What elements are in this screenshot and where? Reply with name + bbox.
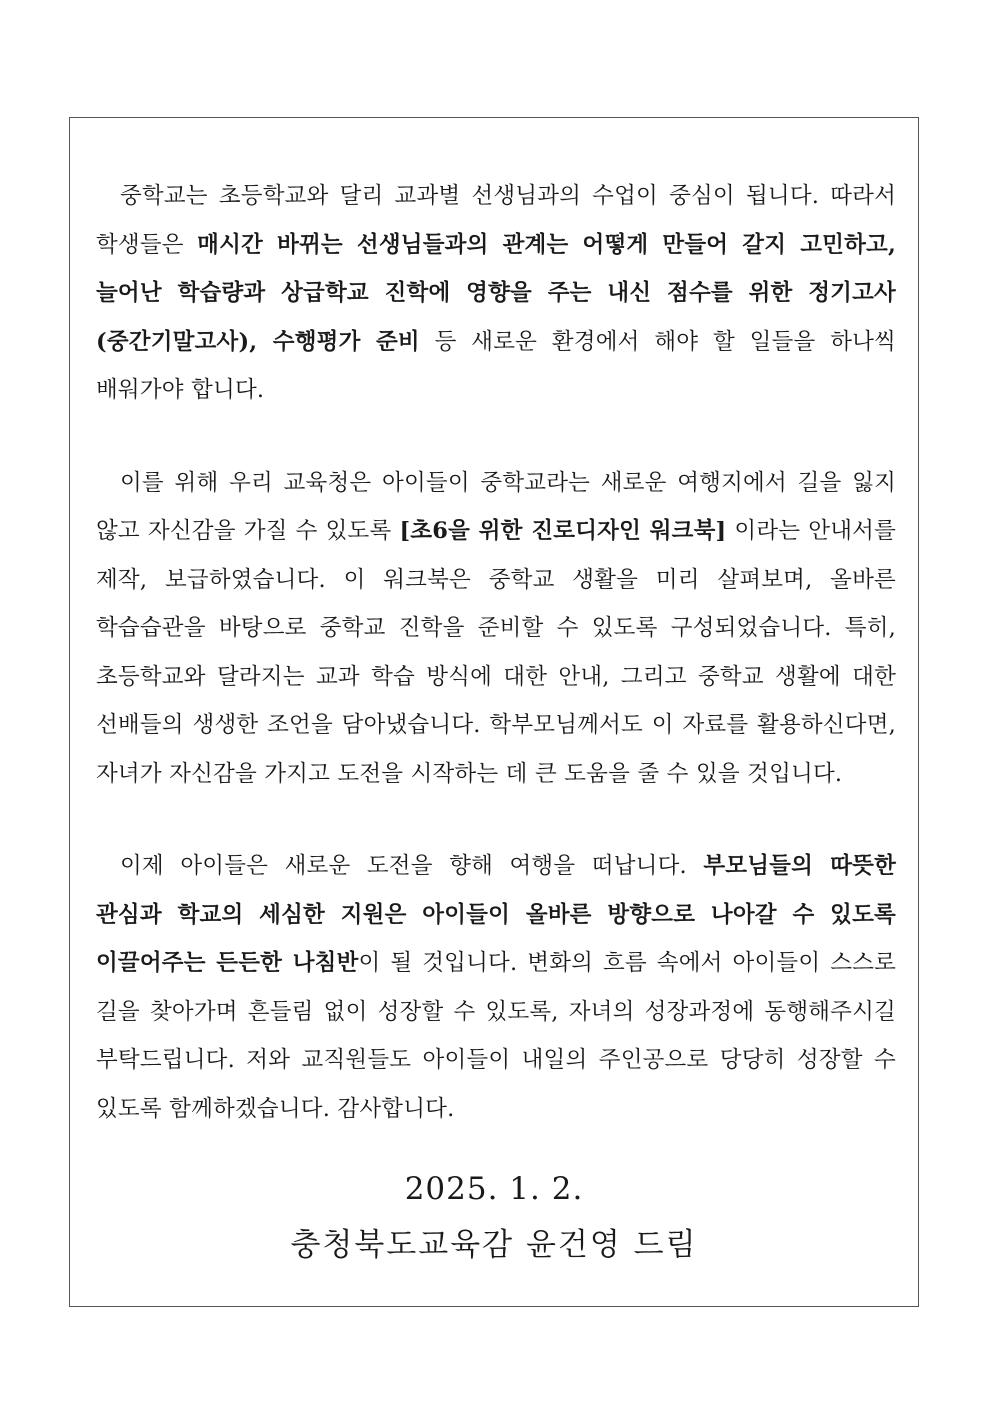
paragraph-closing — [96, 842, 896, 1133]
paragraph-3-emphasis: 부모님들의 따뜻한 관심과 학교의 세심한 지원은 아이들이 올바른 방향으로 나아갈 수 있도록 이끌어주는 든든한 나침반 — [96, 853, 897, 976]
letter-body — [96, 172, 896, 1177]
paragraph-3-run-3: 이 될 것입니다. 변화의 흐름 속에서 아이들이 스스로 길을 찾아가며 흔들림 없이 성장할 수 있도록, 자녀의 성장과정에 동행해주시길 부탁드립니다. 저와 교직원들도 아이들이 내일의 주인공으로 당당히 성장할 수 있도록 함께하겠습니다. 감사합니다. — [96, 950, 897, 1122]
paragraph-workbook-intro — [96, 459, 896, 799]
paragraph-3-run-1: 이제 아이들은 새로운 도전을 향해 여행을 떠납니다. — [120, 853, 704, 879]
paragraph-middle-school-intro — [96, 172, 896, 415]
letter-signature: 충청북도교육감 윤건영 드림 — [290, 1227, 698, 1263]
paragraph-1-run-3: 등 새로운 환경에서 해야 할 일들을 하나씩 배워가야 합니다. — [96, 328, 896, 403]
paragraph-2-run-1: 이를 위해 우리 교육청은 아이들이 중학교라는 새로운 여행지에서 길을 잃지 않고 자신감을 가질 수 있도록 — [96, 469, 896, 544]
letter-date: 2025. 1. 2. — [404, 1171, 584, 1207]
paragraph-2-run-3: 이라는 안내서를 제작, 보급하였습니다. 이 워크북은 중학교 생활을 미리 살펴보며, 올바른 학습습관을 바탕으로 중학교 진학을 준비할 수 있도록 구성되었습니다. 특히, 초등학교와 달라지는 교과 학습 방식에 대한 안내, 그리고 중학교 생활에 대한 선배들의 생생한 조언을 담아냈습니다. 학부모님께서도 이 자료를 활용하신다면, 자녀가 자신감을 가지고 도전을 시작하는 데 큰 도움을 줄 수 있을 것입니다. — [96, 518, 897, 787]
paragraph-1-emphasis: 매시간 바뀌는 선생님들과의 관계는 어떻게 만들어 갈지 고민하고, 늘어난 학습량과 상급학교 진학에 영향을 주는 내신 점수를 위한 정기고사(중간기말고사), 수행평가 준비 — [96, 231, 897, 355]
paragraph-1-run-1: 중학교는 초등학교와 달리 교과별 선생님과의 수업이 중심이 됩니다. 따라서 학생들은 — [96, 183, 896, 258]
workbook-title: [초6을 위한 진로디자인 워크북] — [399, 518, 727, 544]
